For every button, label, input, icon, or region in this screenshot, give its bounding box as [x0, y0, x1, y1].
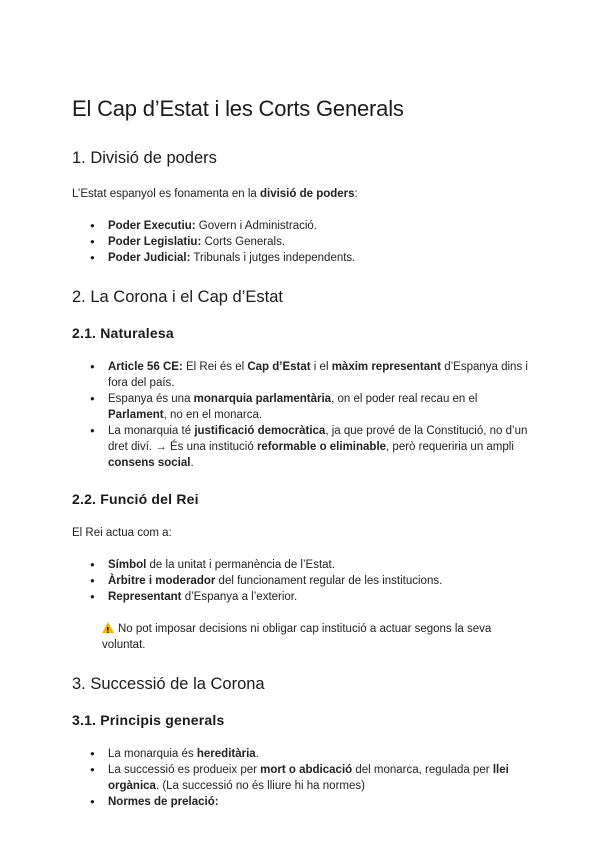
bold-text: Símbol [108, 559, 147, 571]
text: , ja que prové de la Constitució, no d’un dret diví. → És una institució [108, 425, 528, 453]
section-heading-corona: 2. La Corona i el Cap d’Estat [72, 288, 283, 306]
bold-text: monarquia parlamentària [193, 393, 332, 405]
text: . [255, 748, 259, 760]
warning-note [102, 621, 528, 653]
list-principis [72, 746, 528, 810]
paragraph-funcio-intro: El Rei actua com a: [72, 527, 172, 539]
list-item [108, 218, 528, 234]
list-item [108, 589, 528, 605]
list-poders [72, 218, 528, 266]
list-item [108, 573, 528, 589]
text: Espanya és una [108, 393, 194, 405]
list-item [108, 423, 528, 471]
text: , però requeriria un ampli [386, 441, 514, 453]
bold-text: divisió de poders [259, 188, 355, 200]
list-item [108, 359, 528, 391]
list-item [108, 250, 528, 266]
bold-text: Cap d’Estat [247, 361, 311, 373]
text: L’Estat espanyol es fonamenta en la [72, 188, 260, 200]
text: . [190, 457, 194, 469]
list-item [108, 762, 528, 794]
list-item [108, 794, 528, 810]
text: La successió es produeix per [108, 764, 261, 776]
warning-icon [102, 622, 114, 633]
text: d’Espanya a l’exterior. [181, 591, 298, 603]
subsection-heading-naturalesa: 2.1. Naturalesa [72, 325, 174, 341]
text: Corts Generals. [201, 236, 286, 248]
text: Tribunals i jutges independents. [190, 252, 356, 264]
bold-text: mort o abdicació [260, 764, 353, 776]
subsection-heading-funcio: 2.2. Funció del Rei [72, 491, 199, 507]
text: El Rei és el [182, 361, 248, 373]
list-item [108, 234, 528, 250]
subsection-heading-principis: 3.1. Principis generals [72, 712, 225, 728]
bold-text: Poder Legislatiu: [108, 236, 202, 248]
bold-text: Representant [108, 591, 182, 603]
text: i el [310, 361, 332, 373]
text: La monarquia té [108, 425, 195, 437]
section-heading-divisio: 1. Divisió de poders [72, 149, 217, 167]
bold-text: llei orgànica [108, 764, 509, 792]
list-funcio [72, 557, 528, 605]
bold-text: Poder Executiu: [108, 220, 196, 232]
list-item [108, 391, 528, 423]
bold-text: Normes de prelació: [108, 796, 219, 808]
bold-text: Poder Judicial: [108, 252, 191, 264]
text: del monarca, regulada per [352, 764, 493, 776]
paragraph-divisio-intro [72, 186, 528, 202]
text: d’Espanya dins i fora del país. [108, 361, 528, 389]
text: . (La successió no és lliure hi ha normes) [155, 780, 365, 792]
text: Govern i Administració. [195, 220, 317, 232]
warning-text: No pot imposar decisions ni obligar cap institució a actuar segons la seva voluntat. [102, 623, 492, 651]
bold-text: Parlament [108, 409, 164, 421]
text: de la unitat i permanència de l’Estat. [146, 559, 335, 571]
bold-text: Article 56 CE: [108, 361, 183, 373]
bold-text: Àrbitre i moderador [108, 575, 216, 587]
text: : [354, 188, 358, 200]
bold-text: hereditària [196, 748, 256, 760]
text: del funcionament regular de les institucions. [215, 575, 443, 587]
bold-text: justificació democràtica [194, 425, 326, 437]
list-item [108, 557, 528, 573]
list-item [108, 746, 528, 762]
text: , on el poder real recau en el [331, 393, 478, 405]
section-heading-successio: 3. Successió de la Corona [72, 675, 265, 693]
bold-text: consens social [108, 457, 191, 469]
document-title: El Cap d’Estat i les Corts Generals [72, 96, 404, 121]
bold-text: màxim representant [331, 361, 441, 373]
list-naturalesa [72, 359, 528, 471]
bold-text: reformable o eliminable [256, 441, 387, 453]
text: La monarquia és [108, 748, 197, 760]
text: , no en el monarca. [163, 409, 263, 421]
